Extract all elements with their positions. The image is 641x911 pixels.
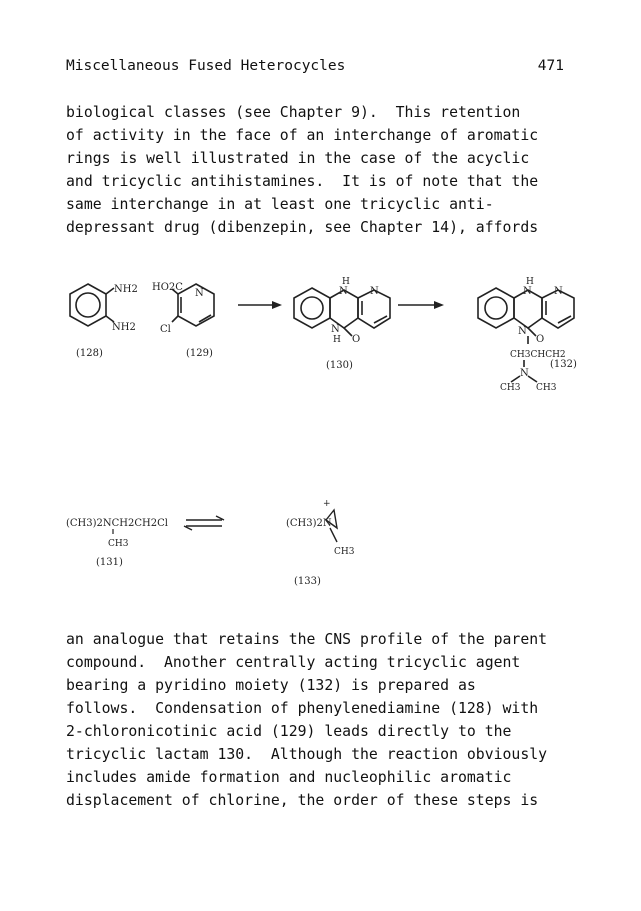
text-line: bearing a pyridino moiety (132) is prepared as <box>66 677 476 694</box>
compound-label-132: (132) <box>550 359 577 370</box>
text-line: same interchange in at least one tricyclic anti- <box>66 196 494 213</box>
text-line: and tricyclic antihistamines. It is of note that the <box>66 173 539 190</box>
text-line: follows. Condensation of phenylenediamine (128) with <box>66 700 539 717</box>
chloro-label: Cl <box>160 324 171 335</box>
formula-133: (CH3)2N <box>286 518 332 529</box>
running-title: Miscellaneous Fused Heterocycles <box>66 58 346 74</box>
lactam-h-label: H <box>333 335 341 345</box>
compound-label-128: (128) <box>76 348 103 359</box>
pyridine-n-label: N <box>370 286 379 297</box>
reaction-scheme-2 <box>0 490 641 600</box>
methyl-133-label: CH3 <box>334 547 355 557</box>
reaction-arrow-2 <box>398 301 444 309</box>
methyl-left-label: CH3 <box>500 383 521 393</box>
plus-charge-label: + <box>323 499 331 509</box>
side-chain-label: CH3CHCH2 <box>510 350 566 360</box>
bottom-paragraph <box>66 628 576 812</box>
text-line: displacement of chlorine, the order of these steps is <box>66 792 539 809</box>
nh2-top-label: NH2 <box>114 284 138 295</box>
text-line: biological classes (see Chapter 9). This retention <box>66 104 521 121</box>
pyridine-n-label: N <box>554 286 563 297</box>
nh-top-h: H <box>342 277 350 287</box>
lactam-n-label: N <box>518 326 527 337</box>
text-line: 2-chloronicotinic acid (129) leads directly to the <box>66 723 512 740</box>
nh2-bottom-label: NH2 <box>112 322 136 333</box>
compound-label-131: (131) <box>96 557 123 568</box>
methyl-131-label: CH3 <box>108 539 129 549</box>
nh-top-h: H <box>526 277 534 287</box>
text-line: of activity in the face of an interchange of aromatic <box>66 127 539 144</box>
compound-label-129: (129) <box>186 348 213 359</box>
compound-label-133: (133) <box>294 576 321 587</box>
carbonyl-o-label: O <box>352 334 361 345</box>
lactam-n-label: N <box>331 324 340 335</box>
text-line: compound. Another centrally acting tricyclic agent <box>66 654 521 671</box>
structure-128 <box>70 284 114 326</box>
text-line: tricyclic lactam 130. Although the reaction obviously <box>66 746 548 763</box>
reaction-scheme-1 <box>0 270 641 410</box>
compound-label-130: (130) <box>326 360 353 371</box>
text-line: rings is well illustrated in the case of the acyclic <box>66 150 530 167</box>
methyl-right-label: CH3 <box>536 383 557 393</box>
text-line: depressant drug (dibenzepin, see Chapter 14), affords <box>66 219 539 236</box>
equilibrium-arrows <box>184 516 224 530</box>
amine-n-label: N <box>520 368 529 379</box>
nh-top-n: N <box>339 286 348 297</box>
carbonyl-o-label: O <box>536 334 545 345</box>
nh-top-n: N <box>523 286 532 297</box>
pyridine-n-label: N <box>195 288 204 299</box>
carboxyl-label: HO2C <box>152 282 183 293</box>
page-number: 471 <box>537 58 564 74</box>
top-paragraph <box>66 101 576 239</box>
text-line: includes amide formation and nucleophilic aromatic <box>66 769 512 786</box>
text-line: an analogue that retains the CNS profile of the parent <box>66 631 548 648</box>
reaction-arrow-1 <box>238 301 282 309</box>
formula-131: (CH3)2NCH2CH2Cl <box>66 518 168 529</box>
